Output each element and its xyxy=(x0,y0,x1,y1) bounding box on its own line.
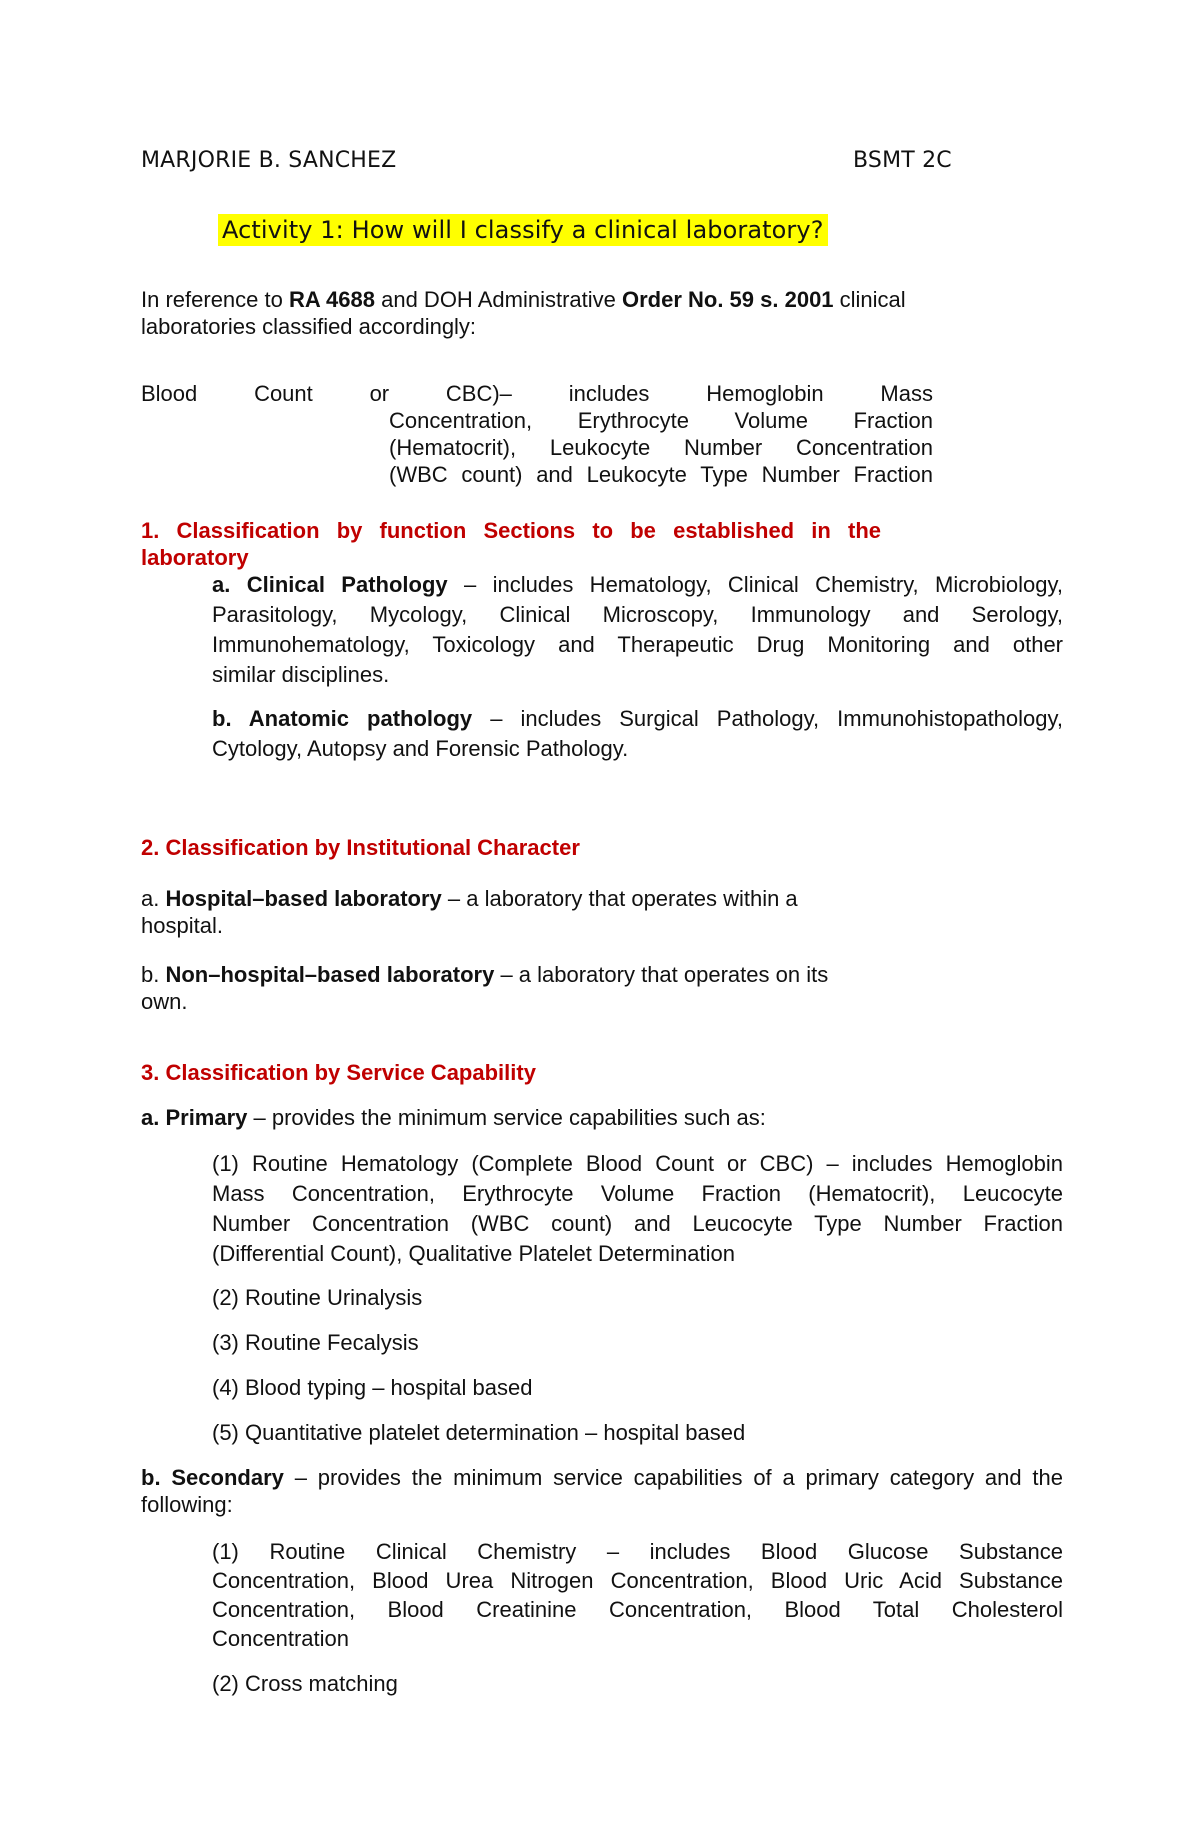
primary-item-1-line: (Differential Count), Qualitative Platelet Determination xyxy=(212,1241,735,1266)
student-name: MARJORIE B. SANCHEZ xyxy=(141,148,397,173)
primary-item-5: (5) Quantitative platelet determination – hospital based xyxy=(212,1420,746,1445)
primary-item-2: (2) Routine Urinalysis xyxy=(212,1285,423,1310)
order-number: Order No. 59 s. 2001 xyxy=(621,287,834,312)
clinical-pathology-label: a. Clinical Pathology xyxy=(212,572,448,597)
intro-text: and DOH Administrative xyxy=(375,287,622,312)
cbc-word: CBC)– xyxy=(445,381,512,406)
primary-item-1-line: Mass Concentration, Erythrocyte Volume Fraction (Hematocrit), Leucocyte xyxy=(212,1181,1063,1206)
section-3-heading: 3. Classification by Service Capability xyxy=(141,1060,536,1085)
primary-item-4: (4) Blood typing – hospital based xyxy=(212,1375,533,1400)
primary-text: – provides the minimum service capabilities such as: xyxy=(247,1105,766,1130)
anatomic-pathology-line: Cytology, Autopsy and Forensic Pathology. xyxy=(212,736,629,761)
secondary-item-1-line: Concentration xyxy=(212,1626,349,1651)
hospital-based-line-2: hospital. xyxy=(141,913,223,938)
anatomic-pathology-text: – includes Surgical Pathology, Immunohistopathology, xyxy=(472,706,1063,731)
cbc-lead-line xyxy=(141,380,933,407)
hospital-based-line xyxy=(141,885,798,912)
cbc-word: includes xyxy=(568,381,650,406)
section-2-heading: 2. Classification by Institutional Character xyxy=(141,835,580,860)
hospital-based-text: – a laboratory that operates within a xyxy=(441,886,798,911)
cbc-word: or xyxy=(369,381,390,406)
cbc-word: Count xyxy=(254,381,313,406)
anatomic-pathology-label: b. Anatomic pathology xyxy=(212,706,473,731)
student-section: BSMT 2C xyxy=(853,148,952,173)
non-hospital-based-line xyxy=(141,961,828,988)
list-marker: a. xyxy=(141,886,166,911)
activity-title: Activity 1: How will I classify a clinical laboratory? xyxy=(218,214,828,246)
primary-item-1-line: (1) Routine Hematology (Complete Blood Count or CBC) – includes Hemoglobin xyxy=(212,1151,1063,1176)
secondary-item-2: (2) Cross matching xyxy=(212,1671,398,1696)
secondary-item-1-line: Concentration, Blood Urea Nitrogen Concentration, Blood Uric Acid Substance xyxy=(212,1568,1063,1593)
activity-title-wrapper xyxy=(218,216,828,244)
cbc-line: (Hematocrit), Leukocyte Number Concentration xyxy=(389,435,933,460)
secondary-label: b. Secondary xyxy=(141,1465,284,1490)
cbc-line: Concentration, Erythrocyte Volume Fraction xyxy=(389,408,933,433)
cbc-word: Hemoglobin xyxy=(706,381,824,406)
intro-line-2: laboratories classified accordingly: xyxy=(141,314,477,339)
ra-number: RA 4688 xyxy=(288,287,375,312)
clinical-pathology-text: – includes Hematology, Clinical Chemistry, Microbiology, xyxy=(447,572,1063,597)
non-hospital-based-line-2: own. xyxy=(141,989,188,1014)
primary-label: a. Primary xyxy=(141,1105,248,1130)
clinical-pathology-line: similar disciplines. xyxy=(212,662,390,687)
hospital-based-label: Hospital–based laboratory xyxy=(165,886,442,911)
secondary-line-2: following: xyxy=(141,1492,233,1517)
intro-text: clinical xyxy=(833,287,906,312)
secondary-item-1-line: (1) Routine Clinical Chemistry – includes Blood Glucose Substance xyxy=(212,1539,1063,1564)
cbc-line: (WBC count) and Leukocyte Type Number Fraction xyxy=(389,462,933,487)
cbc-word: Mass xyxy=(880,381,933,406)
non-hospital-based-label: Non–hospital–based laboratory xyxy=(165,962,495,987)
primary-line xyxy=(141,1104,766,1131)
cbc-word: Blood xyxy=(141,381,198,406)
non-hospital-based-text: – a laboratory that operates on its xyxy=(494,962,829,987)
primary-item-3: (3) Routine Fecalysis xyxy=(212,1330,419,1355)
intro-line-1 xyxy=(141,286,906,313)
secondary-line xyxy=(141,1464,1063,1491)
primary-item-1-line: Number Concentration (WBC count) and Leucocyte Type Number Fraction xyxy=(212,1211,1063,1236)
clinical-pathology-line: Parasitology, Mycology, Clinical Microscopy, Immunology and Serology, xyxy=(212,602,1063,627)
list-marker: b. xyxy=(141,962,166,987)
anatomic-pathology-line xyxy=(212,705,1063,732)
secondary-text: – provides the minimum service capabilities of a primary category and the xyxy=(283,1465,1064,1490)
section-1-heading-cont: laboratory xyxy=(141,545,249,570)
clinical-pathology-line: Immunohematology, Toxicology and Therapeutic Drug Monitoring and other xyxy=(212,632,1063,657)
section-1-heading: 1. Classification by function Sections to be established in the xyxy=(141,518,881,543)
intro-text: In reference to xyxy=(141,287,289,312)
clinical-pathology-line xyxy=(212,571,1063,598)
secondary-item-1-line: Concentration, Blood Creatinine Concentration, Blood Total Cholesterol xyxy=(212,1597,1063,1622)
